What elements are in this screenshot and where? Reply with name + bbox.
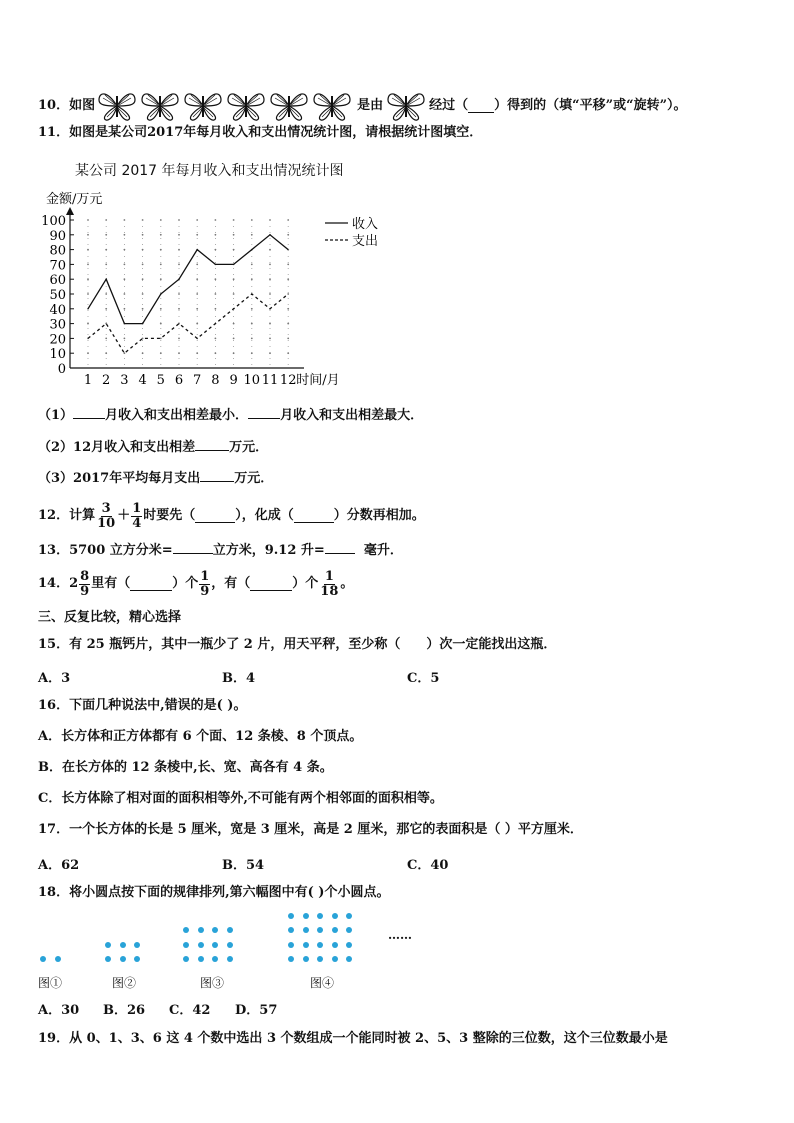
q18-option-b[interactable]: B．26 xyxy=(103,1003,146,1018)
q11-sub3-blank[interactable] xyxy=(200,469,234,482)
figure-4-dot xyxy=(303,956,309,962)
q14-blank-1[interactable] xyxy=(130,578,172,591)
figure-4-dot xyxy=(332,927,338,933)
butterfly-1 xyxy=(99,94,135,120)
q17-option-a[interactable]: A．62 xyxy=(38,858,80,873)
figure-4-dot xyxy=(332,956,338,962)
butterfly-3 xyxy=(185,94,221,120)
q12 xyxy=(38,498,425,534)
figure-4-dot xyxy=(332,942,338,948)
q14-whole: 2 xyxy=(69,576,79,591)
q10-middle: 是由 xyxy=(357,98,384,113)
figure-3-dot xyxy=(183,956,189,962)
q11-sub1-blank-2[interactable] xyxy=(248,406,280,419)
q15-text-a: 15．有 25 瓶钙片，其中一瓶少了 2 片，用天平秤，至少称（ xyxy=(38,637,401,652)
grid-dot xyxy=(178,338,180,340)
q14-blank-2[interactable] xyxy=(250,578,292,591)
figure-1-label: 图① xyxy=(38,976,63,990)
y-axis-label: 金额/万元 xyxy=(46,192,103,207)
grid-dot xyxy=(142,293,144,295)
x-tick-label: 10 xyxy=(243,373,261,388)
figure-2-dot xyxy=(120,942,126,948)
figure-3-dot xyxy=(227,942,233,948)
q14-unit-fraction-2 xyxy=(319,570,339,599)
figure-4-dot xyxy=(317,942,323,948)
figure-2-dot xyxy=(105,942,111,948)
legend-label: 支出 xyxy=(352,234,379,249)
grid-dot xyxy=(105,293,107,295)
q18-option-c[interactable]: C．42 xyxy=(169,1003,211,1018)
q15-option-b[interactable]: B．4 xyxy=(222,671,256,686)
grid-dot xyxy=(160,278,162,280)
grid-dot xyxy=(269,278,271,280)
grid-dot xyxy=(124,293,126,295)
grid-dot xyxy=(269,338,271,340)
grid-dot xyxy=(124,278,126,280)
figure-3-dot xyxy=(227,927,233,933)
figure-4-dot xyxy=(288,956,294,962)
grid-dot xyxy=(287,278,289,280)
q14-e: ）个 xyxy=(292,576,319,591)
q10-answer-blank[interactable] xyxy=(468,100,494,113)
figure-4-dot xyxy=(317,927,323,933)
butterfly-4 xyxy=(228,94,264,120)
q15-option-a[interactable]: A．3 xyxy=(38,671,71,686)
q12-fraction-1 xyxy=(96,502,116,531)
q10-prefix: 如图 xyxy=(69,98,96,113)
grid-dot xyxy=(287,308,289,310)
q12-f1-den: 10 xyxy=(97,515,116,531)
q12-d: ）分数再相加。 xyxy=(333,508,425,523)
q16-option-c[interactable]: C．长方体除了相对面的面积相等外,不可能有两个相邻面的面积相等。 xyxy=(38,791,443,806)
q18-option-a[interactable]: A．30 xyxy=(38,1003,80,1018)
grid-dot xyxy=(142,308,144,310)
q14-u1-den: 9 xyxy=(200,583,210,599)
figure-3-dot xyxy=(198,956,204,962)
q10 xyxy=(38,90,687,122)
butterfly-6 xyxy=(314,94,350,120)
q16-option-a[interactable]: A．长方体和正方体都有 6 个面、12 条棱、8 个顶点。 xyxy=(38,729,363,744)
x-tick-label: 9 xyxy=(229,373,238,388)
q11-sub3 xyxy=(38,469,273,487)
figure-3-dot xyxy=(212,927,218,933)
grid-dot xyxy=(215,234,217,236)
q14-c: ）个 xyxy=(172,576,199,591)
figure-3-dot xyxy=(183,942,189,948)
grid-dot xyxy=(251,308,253,310)
y-tick-label: 60 xyxy=(49,273,66,289)
q14-fraction xyxy=(79,570,90,599)
grid-dot xyxy=(215,293,217,295)
q13-b: 立方米，9.12 升= xyxy=(212,543,325,558)
q12-f1-num: 3 xyxy=(101,500,111,516)
y-tick-label: 30 xyxy=(49,317,66,333)
figure-3-dot xyxy=(198,942,204,948)
figure-4-label: 图④ xyxy=(310,976,335,990)
figure-2-dot xyxy=(120,956,126,962)
grid-dot xyxy=(142,264,144,266)
q12-b: 时要先（ xyxy=(143,508,196,523)
grid-dot xyxy=(269,264,271,266)
figure-4-dot xyxy=(303,927,309,933)
q14 xyxy=(38,566,353,602)
x-tick-label: 11 xyxy=(261,373,279,388)
grid-dot xyxy=(269,293,271,295)
figure-4-dot xyxy=(332,913,338,919)
line-chart xyxy=(30,185,390,395)
q14-a: 14． xyxy=(38,576,70,591)
grid-dot xyxy=(160,308,162,310)
x-tick-label: 8 xyxy=(211,373,220,388)
figure-3-label: 图③ xyxy=(200,976,225,990)
x-tick-label: 2 xyxy=(102,373,111,388)
grid-dot xyxy=(105,264,107,266)
chart-title: 某公司 2017 年每月收入和支出情况统计图 xyxy=(75,163,344,179)
grid-dot xyxy=(251,338,253,340)
q10-number: 10． xyxy=(38,98,70,113)
y-axis-arrow xyxy=(66,207,74,215)
q14-d: ，有（ xyxy=(211,576,251,591)
grid-dot xyxy=(87,278,89,280)
grid-dot xyxy=(87,264,89,266)
legend-label: 收入 xyxy=(352,217,379,232)
q13-a: 13．5700 立方分米= xyxy=(38,543,173,558)
y-tick-label: 70 xyxy=(49,258,66,274)
grid-dot xyxy=(105,308,107,310)
y-tick-label: 40 xyxy=(49,302,66,318)
q10-suffix-a: 经过（ xyxy=(429,98,469,113)
grid-dot xyxy=(233,278,235,280)
q16-option-b[interactable]: B．在长方体的 12 条棱中,长、宽、高各有 4 条。 xyxy=(38,760,333,775)
grid-dot xyxy=(287,234,289,236)
grid-dot xyxy=(124,264,126,266)
grid-dot xyxy=(178,308,180,310)
q11-sub2-b: 万元． xyxy=(229,440,269,455)
grid-dot xyxy=(124,234,126,236)
figure-1-dot xyxy=(40,956,46,962)
x-tick-label: 3 xyxy=(120,373,129,388)
x-tick-label: 7 xyxy=(193,373,202,388)
figure-4-dot xyxy=(346,913,352,919)
x-tick-label: 6 xyxy=(174,373,184,388)
q17-text: 17．一个长方体的长是 5 厘米，宽是 3 厘米，高是 2 厘米，那它的表面积是（ ）平方厘米． xyxy=(38,822,583,837)
figure-4-dot xyxy=(288,942,294,948)
q14-f-num: 8 xyxy=(80,568,90,584)
grid-dot xyxy=(215,278,217,280)
q11-sub1 xyxy=(38,406,423,424)
q11-sub2-blank[interactable] xyxy=(195,438,229,451)
q17-option-b[interactable]: B．54 xyxy=(222,858,265,873)
y-tick-label: 80 xyxy=(49,243,66,259)
q11-sub1-c: 月收入和支出相差最大． xyxy=(280,408,424,423)
grid-dot xyxy=(287,264,289,266)
grid-dot xyxy=(196,293,198,295)
figure-4-dot xyxy=(346,956,352,962)
figure-2-dot xyxy=(105,956,111,962)
q15-blank[interactable] xyxy=(400,636,426,648)
y-tick-label: 100 xyxy=(41,214,66,229)
q10-suffix-b: ）得到的（填“平移”或“旋转”）。 xyxy=(494,98,687,113)
q18-text: 18．将小圆点按下面的规律排列,第六幅图中有( )个小圆点。 xyxy=(38,885,390,900)
q14-unit-fraction-1 xyxy=(199,570,210,599)
butterfly-5 xyxy=(271,94,307,120)
x-axis-label: 时间/月 xyxy=(296,373,340,388)
q14-f: 。 xyxy=(340,576,354,591)
series-line-expense xyxy=(88,294,288,353)
figure-3-dot xyxy=(212,956,218,962)
q16-text: 16．下面几种说法中,错误的是( )。 xyxy=(38,698,247,713)
grid-dot xyxy=(160,264,162,266)
x-tick-label: 12 xyxy=(279,373,297,388)
q18-option-d[interactable]: D．57 xyxy=(235,1003,278,1018)
q12-c: ），化成（ xyxy=(235,508,294,523)
figure-3-dot xyxy=(183,927,189,933)
grid-dot xyxy=(233,234,235,236)
figure-2-dot xyxy=(134,942,140,948)
q14-b: 里有（ xyxy=(91,576,131,591)
figure-3-dot xyxy=(198,927,204,933)
q17-option-c[interactable]: C．40 xyxy=(407,858,449,873)
grid-dot xyxy=(196,308,198,310)
q14-u2-den: 18 xyxy=(320,583,339,599)
butterfly-single-image xyxy=(385,90,427,122)
grid-dot xyxy=(160,234,162,236)
section-3-heading: 三、反复比较，精心选择 xyxy=(38,610,182,625)
grid-dot xyxy=(142,234,144,236)
grid-dot xyxy=(160,338,162,340)
grid-dot xyxy=(251,278,253,280)
figure-4-dot xyxy=(346,942,352,948)
x-tick-label: 5 xyxy=(156,373,165,388)
grid-dot xyxy=(124,338,126,340)
figure-4-dot xyxy=(317,956,323,962)
q13-blank-1[interactable] xyxy=(173,541,213,554)
grid-dot xyxy=(215,338,217,340)
q14-u1-num: 1 xyxy=(200,568,210,584)
q12-blank-1[interactable] xyxy=(195,510,235,523)
y-tick-label: 90 xyxy=(49,228,66,244)
grid-dot xyxy=(251,234,253,236)
q13-blank-2[interactable] xyxy=(325,541,355,554)
y-tick-label: 0 xyxy=(57,362,66,377)
grid-dot xyxy=(287,338,289,340)
grid-dot xyxy=(105,234,107,236)
grid-dot xyxy=(142,278,144,280)
q12-a: 12．计算 xyxy=(38,508,96,523)
y-tick-label: 50 xyxy=(49,288,66,303)
figure-4-dot xyxy=(303,913,309,919)
x-tick-label: 4 xyxy=(138,373,147,388)
grid-dot xyxy=(178,293,180,295)
q13 xyxy=(38,541,403,559)
grid-dot xyxy=(215,308,217,310)
q11-sub1-a: （1） xyxy=(38,408,74,423)
q14-f-den: 9 xyxy=(80,583,90,599)
q12-plus: ＋ xyxy=(117,508,131,523)
q12-f2-den: 4 xyxy=(132,515,142,531)
q11-sub3-a: （3）2017年平均每月支出 xyxy=(38,471,201,486)
grid-dot xyxy=(251,264,253,266)
grid-dot xyxy=(196,278,198,280)
q11-sub3-b: 万元． xyxy=(234,471,274,486)
q11-sub1-blank-1[interactable] xyxy=(73,406,105,419)
q11-text: 11．如图是某公司2017年每月收入和支出情况统计图，请根据统计图填空． xyxy=(38,125,483,140)
figure-1-dot xyxy=(55,956,61,962)
q19-text: 19．从 0、1、3、6 这 4 个数中选出 3 个数组成一个能同时被 2、5、3 整除的三位数，这个三位数最小是 xyxy=(38,1031,668,1046)
butterfly-2 xyxy=(142,94,178,120)
y-tick-label: 20 xyxy=(49,332,66,348)
grid-dot xyxy=(87,234,89,236)
q11-sub2-a: （2）12月收入和支出相差 xyxy=(38,440,196,455)
grid-dot xyxy=(178,234,180,236)
q12-blank-2[interactable] xyxy=(294,510,334,523)
butterfly-row-image xyxy=(97,90,355,122)
grid-dot xyxy=(178,264,180,266)
x-tick-label: 1 xyxy=(83,373,93,388)
q12-fraction-2 xyxy=(131,502,142,531)
figure-2-dot xyxy=(134,956,140,962)
figure-2-label: 图② xyxy=(112,976,137,990)
q14-u2-num: 1 xyxy=(324,568,334,584)
figure-3-dot xyxy=(212,942,218,948)
grid-dot xyxy=(87,293,89,295)
figure-4-dot xyxy=(346,927,352,933)
dots-ellipsis: …… xyxy=(388,928,412,942)
q15-text xyxy=(38,636,556,653)
figure-4-dot xyxy=(317,913,323,919)
grid-dot xyxy=(233,293,235,295)
q11-sub2 xyxy=(38,438,268,456)
figure-4-dot xyxy=(288,927,294,933)
y-tick-label: 10 xyxy=(49,347,66,363)
series-line-income xyxy=(88,235,288,324)
grid-dot xyxy=(196,234,198,236)
figure-4-dot xyxy=(288,913,294,919)
grid-dot xyxy=(196,264,198,266)
q15-text-b: ）次一定能找出这瓶． xyxy=(426,637,557,652)
figure-4-dot xyxy=(303,942,309,948)
grid-dot xyxy=(124,308,126,310)
q15-option-c[interactable]: C．5 xyxy=(407,671,440,686)
q12-f2-num: 1 xyxy=(132,500,142,516)
q13-c: 毫升． xyxy=(363,543,403,558)
grid-dot xyxy=(105,338,107,340)
q11-sub1-b: 月收入和支出相差最小． xyxy=(105,408,249,423)
figure-3-dot xyxy=(227,956,233,962)
grid-dot xyxy=(233,338,235,340)
